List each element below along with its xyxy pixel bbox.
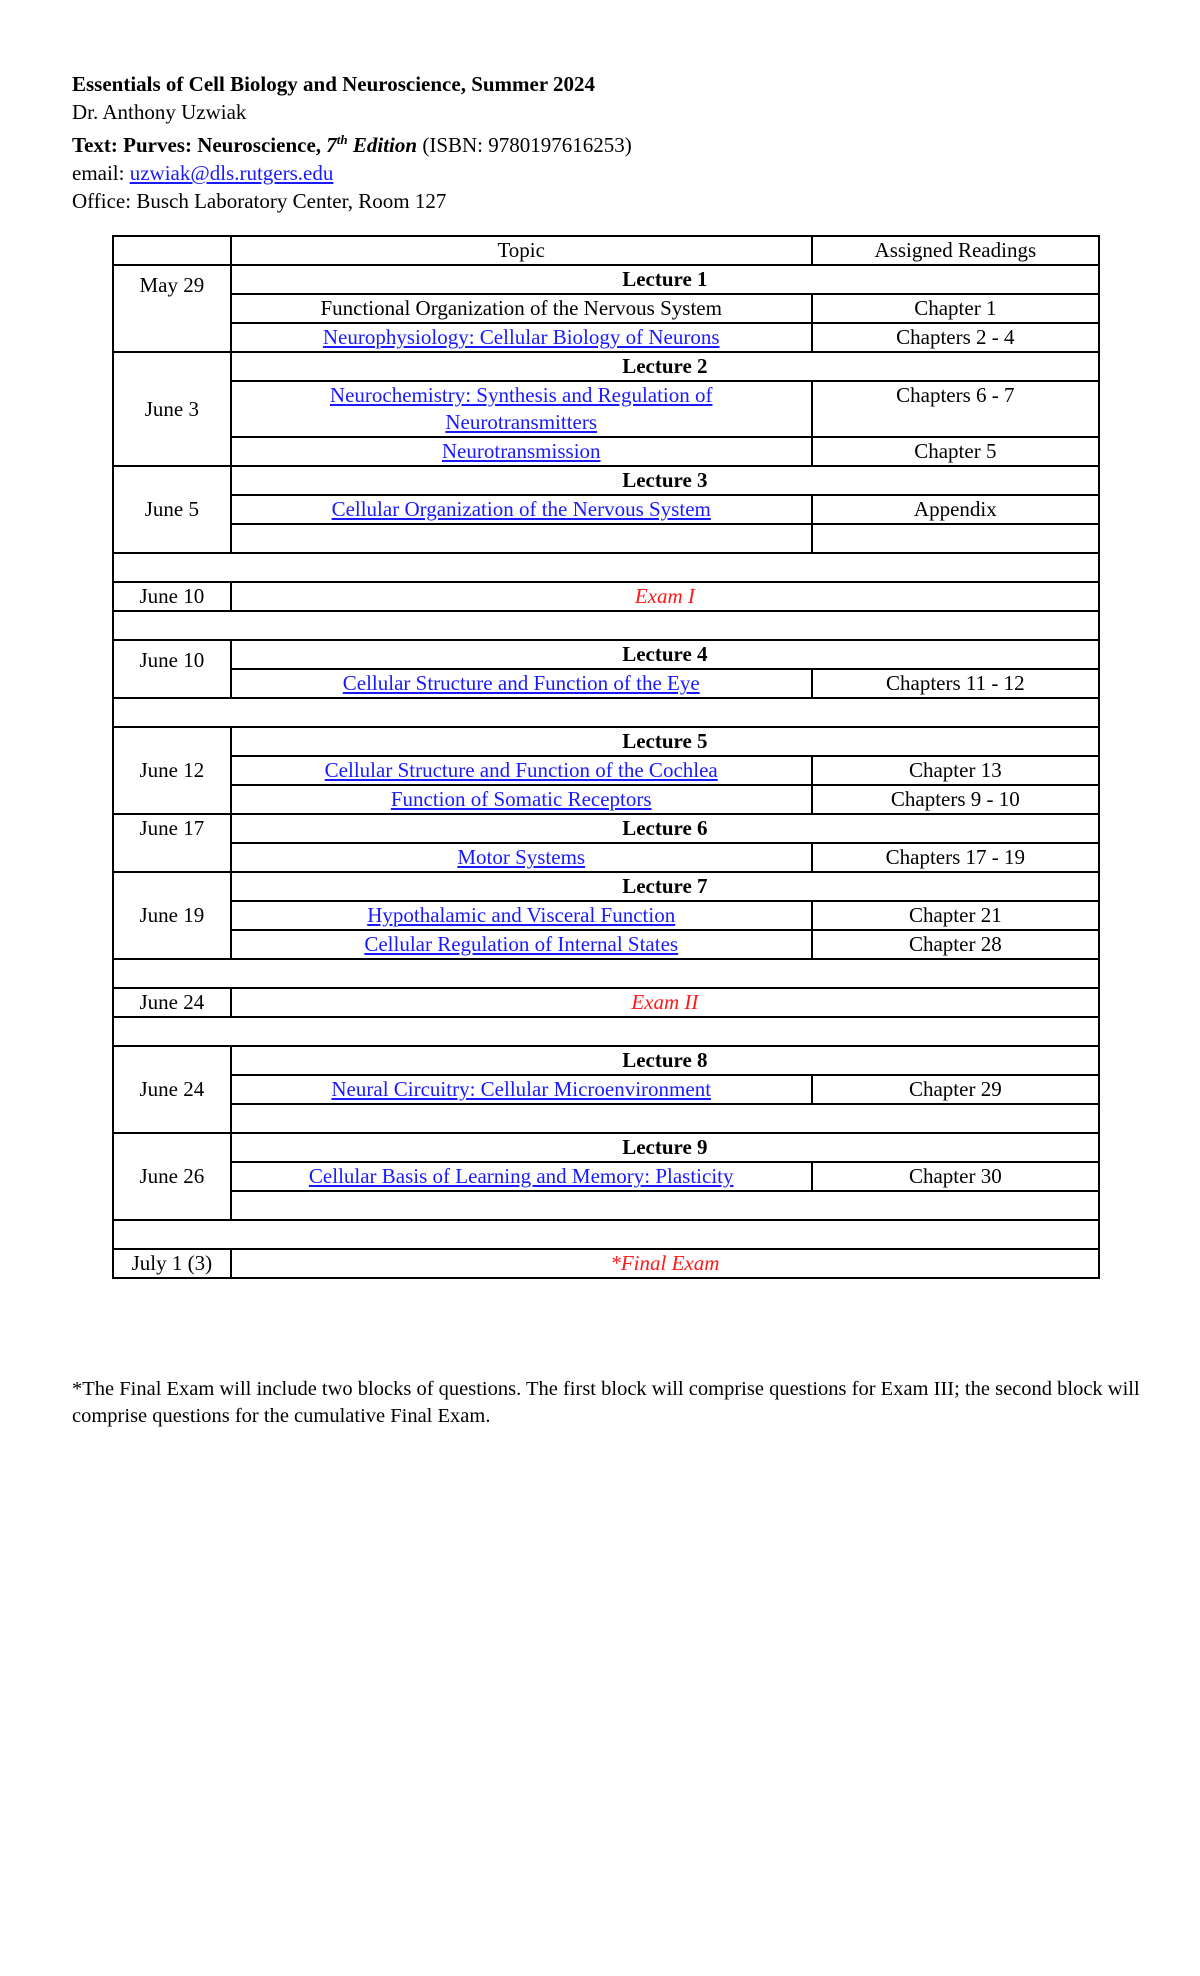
header-readings: Assigned Readings	[812, 236, 1099, 265]
date-cell: June 3	[113, 352, 231, 466]
table-row	[113, 495, 1099, 524]
table-row	[113, 756, 1099, 785]
header-date-cell	[113, 236, 231, 265]
reading-cell: Chapter 21	[812, 901, 1099, 930]
lecture-label: Lecture 9	[231, 1133, 1099, 1162]
topic-link[interactable]: Cellular Regulation of Internal States	[364, 932, 679, 956]
reading-cell: Chapter 30	[812, 1162, 1099, 1191]
table-header-row	[113, 236, 1099, 265]
reading-cell: Chapters 2 - 4	[812, 323, 1099, 352]
table-row	[113, 669, 1099, 698]
date-cell: June 10	[113, 640, 231, 698]
isbn: (ISBN: 9780197616253)	[422, 133, 632, 157]
table-row	[113, 1133, 1099, 1162]
email-link[interactable]: uzwiak@dls.rutgers.edu	[129, 161, 334, 185]
table-row	[113, 1162, 1099, 1191]
date-cell: June 12	[113, 727, 231, 814]
reading-cell: Chapter 1	[812, 294, 1099, 323]
course-title: Essentials of Cell Biology and Neuroscience, Summer 2024	[72, 72, 596, 96]
table-row	[113, 381, 1099, 437]
topic-link[interactable]: Cellular Structure and Function of the Eye	[342, 671, 700, 695]
topic-link[interactable]: Neurochemistry: Synthesis and Regulation of Neurotransmitters	[329, 383, 713, 434]
spacer-row	[113, 553, 1099, 582]
reading-cell: Chapters 6 - 7	[812, 381, 1099, 437]
topic-link[interactable]: Motor Systems	[457, 845, 586, 869]
table-row	[113, 1191, 1099, 1220]
table-row	[113, 814, 1099, 843]
reading-cell: Chapter 29	[812, 1075, 1099, 1104]
topic-link[interactable]: Cellular Organization of the Nervous System	[331, 497, 711, 521]
table-row	[113, 901, 1099, 930]
edition-number: 7th Edition	[326, 132, 418, 157]
date-cell: June 17	[113, 814, 231, 872]
table-row	[113, 930, 1099, 959]
date-cell: June 19	[113, 872, 231, 959]
topic-link[interactable]: Cellular Structure and Function of the Cochlea	[324, 758, 718, 782]
lecture-label: Lecture 1	[231, 265, 1099, 294]
reading-cell: Chapters 11 - 12	[812, 669, 1099, 698]
header-topic: Topic	[231, 236, 812, 265]
table-row	[113, 727, 1099, 756]
topic-link[interactable]: Neurophysiology: Cellular Biology of Neurons	[322, 325, 720, 349]
topic-link[interactable]: Function of Somatic Receptors	[390, 787, 652, 811]
textbook-line	[72, 126, 632, 159]
table-row	[113, 265, 1099, 294]
schedule-table	[112, 235, 1100, 1279]
table-row	[113, 1075, 1099, 1104]
date-cell: June 24	[113, 988, 231, 1017]
final-exam-footnote: *The Final Exam will include two blocks of questions. The first block will comprise questions for Exam III; the second block will comprise questions for the cumulative Final Exam.	[72, 1378, 1140, 1427]
table-row	[113, 352, 1099, 381]
reading-cell: Chapter 28	[812, 930, 1099, 959]
lecture-label: Lecture 6	[231, 814, 1099, 843]
table-row	[113, 872, 1099, 901]
reading-cell: Chapter 5	[812, 437, 1099, 466]
lecture-label: Lecture 5	[231, 727, 1099, 756]
lecture-label: Lecture 4	[231, 640, 1099, 669]
spacer-row	[113, 959, 1099, 988]
office-line: Office: Busch Laboratory Center, Room 127	[72, 189, 447, 213]
table-row	[113, 640, 1099, 669]
exam-label: *Final Exam	[231, 1249, 1099, 1278]
table-row	[113, 524, 1099, 553]
topic-link[interactable]: Cellular Basis of Learning and Memory: Plasticity	[308, 1164, 734, 1188]
exam-row	[113, 1249, 1099, 1278]
date-cell: June 10	[113, 582, 231, 611]
reading-cell: Chapters 9 - 10	[812, 785, 1099, 814]
spacer-row	[113, 611, 1099, 640]
topic-link[interactable]: Neural Circuitry: Cellular Microenvironment	[331, 1077, 712, 1101]
exam-row	[113, 988, 1099, 1017]
table-row	[113, 1104, 1099, 1133]
lecture-label: Lecture 2	[231, 352, 1099, 381]
table-row	[113, 437, 1099, 466]
table-row	[113, 785, 1099, 814]
date-cell: June 5	[113, 466, 231, 553]
spacer-row	[113, 698, 1099, 727]
instructor-name: Dr. Anthony Uzwiak	[72, 100, 247, 124]
topic-link[interactable]: Hypothalamic and Visceral Function	[367, 903, 676, 927]
lecture-label: Lecture 8	[231, 1046, 1099, 1075]
email-line: email: uzwiak@dls.rutgers.edu	[72, 161, 334, 185]
table-row	[113, 1046, 1099, 1075]
date-cell: June 26	[113, 1133, 231, 1220]
table-row	[113, 843, 1099, 872]
reading-cell: Chapter 13	[812, 756, 1099, 785]
topic-link[interactable]: Neurotransmission	[441, 439, 601, 463]
document-header	[72, 70, 632, 215]
lecture-label: Lecture 3	[231, 466, 1099, 495]
reading-cell: Appendix	[812, 495, 1099, 524]
spacer-row	[113, 1220, 1099, 1249]
exam-label: Exam II	[231, 988, 1099, 1017]
table-row	[113, 294, 1099, 323]
exam-row	[113, 582, 1099, 611]
spacer-row	[113, 1017, 1099, 1046]
exam-label: Exam I	[231, 582, 1099, 611]
topic-cell: Functional Organization of the Nervous System	[231, 294, 812, 323]
reading-cell: Chapters 17 - 19	[812, 843, 1099, 872]
lecture-label: Lecture 7	[231, 872, 1099, 901]
date-cell: May 29	[113, 265, 231, 352]
date-cell: July 1 (3)	[113, 1249, 231, 1278]
date-cell: June 24	[113, 1046, 231, 1133]
table-row	[113, 323, 1099, 352]
table-row	[113, 466, 1099, 495]
textbook-label: Text: Purves: Neuroscience,	[72, 133, 322, 157]
